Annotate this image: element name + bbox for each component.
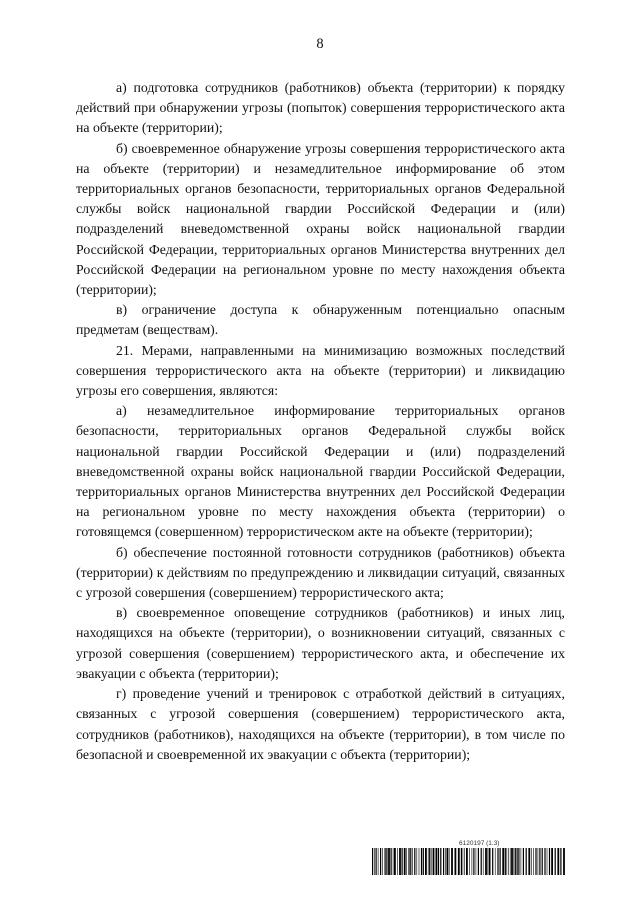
page-number: 8 bbox=[316, 36, 324, 52]
paragraph-21b: б) обеспечение постоянной готовности сотрудников (работников) объекта (территории) к действиям по предупреждению и ликвидации ситуаций, связанных с угрозой совершения (совершением) террористического акта; bbox=[76, 544, 565, 601]
paragraph-20b: б) своевременное обнаружение угрозы совершения террористического акта на объекте (территории) и незамедлительное информирование об этом территориальных органов безопасности, территориальных органов Федеральной службы войск национальной гвардии Российской Федерации и (или) подразделений вневедомственной охраны войск национальной гвардии Российской Федерации, территориальных органов Министерства внутренних дел Российской Федерации на региональном уровне по месту нахождения объекта (территории); bbox=[76, 140, 565, 298]
paragraph-20a: а) подготовка сотрудников (работников) объекта (территории) к порядку действий при обнаружении угрозы (попыток) совершения террористического акта на объекте (территории); bbox=[76, 80, 565, 136]
paragraph-21a: а) незамедлительное информирование территориальных органов безопасности, территориальных органов Федеральной службы войск национальной гвардии Российской Федерации и (или) подразделений вневедомственной охраны войск национальной гвардии Российской Федерации, территориальных органов Министерства внутренних дел Российской Федерации на региональном уровне по месту нахождения объекта (территории) о готовящемся (совершенном) террористическом акте на объекте (территории); bbox=[76, 403, 565, 540]
document-code: 6120197 (1.3) bbox=[459, 840, 500, 847]
barcode-icon bbox=[372, 848, 566, 875]
document-body bbox=[76, 78, 565, 765]
paragraph-21v: в) своевременное оповещение сотрудников (работников) и иных лиц, находящихся на объекте (территории), о возникновении ситуаций, связанных с угрозой совершения (совершением) террористического акта, и обеспечение их эвакуации с объекта (территории); bbox=[76, 605, 565, 681]
paragraph-21-intro: 21. Мерами, направленными на минимизацию возможных последствий совершения террористического акта на объекте (территории) и ликвидацию угрозы его совершения, являются: bbox=[76, 342, 565, 399]
paragraph-20v: в) ограничение доступа к обнаруженным потенциально опасным предметам (веществам). bbox=[76, 302, 565, 338]
paragraph-21g: г) проведение учений и тренировок с отработкой действий в ситуациях, связанных с угрозой совершения (совершением) террористического акта, сотрудников (работников), находящихся на объекте (территории), в том числе по безопасной и своевременной их эвакуации с объекта (территории); bbox=[76, 686, 565, 762]
